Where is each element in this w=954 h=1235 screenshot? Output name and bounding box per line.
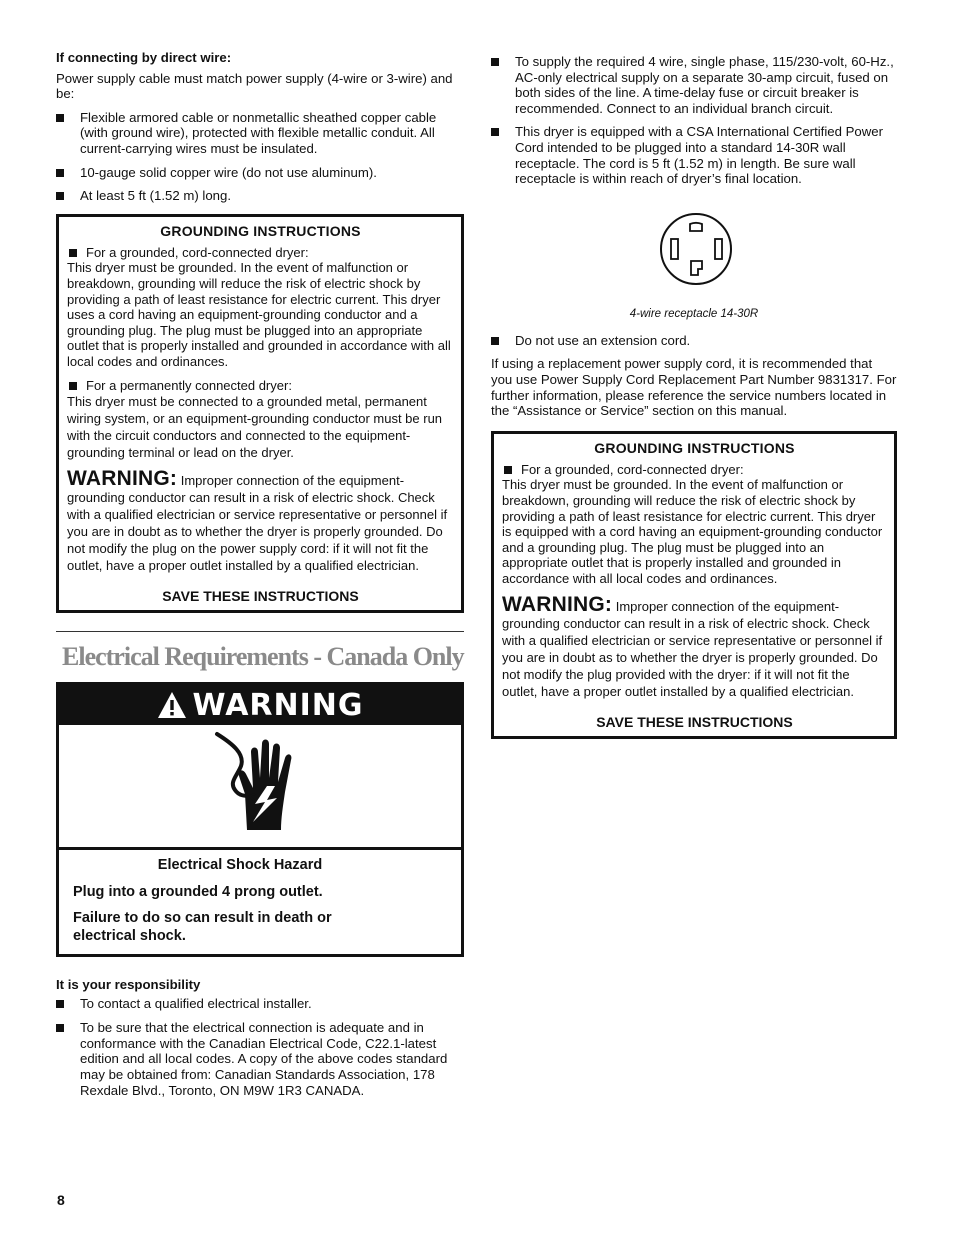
grounding-warning [67,467,454,574]
list-item: 10-gauge solid copper wire (do not use aluminum). [56,165,464,181]
direct-wire-heading: If connecting by direct wire: [56,50,232,65]
bullet-square-icon [56,192,64,200]
bullet-square-icon [69,382,77,390]
warning-image [59,725,461,850]
section-title: Electrical Requirements - Canada Only [62,642,464,672]
bullet-square-icon [491,128,499,136]
list-item: To be sure that the electrical connection is adequate and in conformance with the Canadian Electrical Code, C22.1-latest edition and all local codes. A copy of the above codes standard may be obtained from: Canadian Standards Association, 178 Rexdale Blvd., Toronto, ON M9W 1R3 CANADA. [56,1020,464,1098]
section-divider [56,631,464,632]
grounding-instructions-box [491,431,897,740]
replacement-paragraph: If using a replacement power supply cord, it is recommended that you use Power Supply Cord Replacement Part Number 9831317. For further information, please reference the service numbers located in the “Assistance or Service” section on this manual. [491,356,897,419]
warning-box [56,682,464,957]
grounding-title: GROUNDING INSTRUCTIONS [160,222,361,239]
grounding-text: This dryer must be grounded. In the event of malfunction or breakdown, grounding will reduce the risk of electric shock by providing a path of least resistance for electric current. This dryer uses a cord having an equipment-grounding conductor and a grounding plug. The plug must be plugged into an appropriate outlet that is properly installed and grounded in accordance with all local codes and ordinances. [67,260,451,369]
bullet-square-icon [56,1000,64,1008]
hazard-title: Electrical Shock Hazard [157,857,323,874]
grounding-title: GROUNDING INSTRUCTIONS [594,439,795,456]
list-item: Do not use an extension cord. [491,333,897,349]
save-instructions: SAVE THESE INSTRUCTIONS [162,588,359,605]
direct-wire-intro: Power supply cable must match power supply (4-wire or 3-wire) and be: [56,70,453,102]
page-number: 8 [57,1192,65,1208]
responsibility-heading: It is your responsibility [56,977,201,993]
warning-line: Plug into a grounded 4 prong outlet. [73,883,323,900]
grounding-text: This dryer must be connected to a grounded metal, permanent wiring system, or an equipment-grounding conductor must be run with the circuit conductors and connected to the equipment-grounding terminal or lead on the dryer. [67,394,443,461]
grounding-subheading: For a grounded, cord-connected dryer: [502,462,887,478]
warning-triangle-icon [156,690,188,720]
receptacle-figure [491,211,897,320]
bullet-square-icon [491,337,499,345]
list-item: To contact a qualified electrical installer. [56,996,464,1012]
grounding-subheading: For a grounded, cord-connected dryer: [67,245,454,261]
bullet-square-icon [56,169,64,177]
grounding-text: This dryer must be grounded. In the event of malfunction or breakdown, grounding will reduce the risk of electric shock by providing a path of least resistance for electric current. This dryer is equipped with a cord having an equipment-grounding conductor and a grounding plug. The plug must be plugged into an appropriate outlet that is properly installed and grounded in accordance with all local codes and ordinances. [502,477,883,586]
list-item: At least 5 ft (1.52 m) long. [56,188,464,204]
list-item: To supply the required 4 wire, single phase, 115/230-volt, 60-Hz., AC-only electrical supply on a separate 30-amp circuit, fused on both sides of the line. A time-delay fuse or circuit breaker is recommended. Connect to an individual branch circuit. [491,54,897,116]
right-column [491,50,897,739]
grounding-instructions-box [56,214,464,613]
warning-text: Improper connection of the equipment-grounding conductor can result in a risk of electric shock. Check with a qualified electrician or service representative or personnel if you are in doubt as to whether the dryer is properly grounded. Do not modify the plug on the power supply cord: if it will not fit the outlet, have a proper outlet installed by a qualified electrician. [67,473,448,574]
warning-label: WARNING: [67,467,178,491]
bullet-square-icon [491,58,499,66]
bullet-square-icon [69,249,77,257]
warning-label: WARNING: [502,593,613,617]
warning-body [59,850,461,954]
save-instructions: SAVE THESE INSTRUCTIONS [596,714,793,731]
list-item: Flexible armored cable or nonmetallic sheathed copper cable (with ground wire), protected with flexible metallic conduit. All current-carrying wires must be insulated. [56,110,464,157]
left-column [56,50,464,1098]
receptacle-14-30r-icon [656,211,736,287]
receptacle-caption: 4-wire receptacle 14-30R [629,307,759,320]
warning-line: Failure to do so can result in death or electrical shock. [73,910,332,944]
shock-hand-icon [205,730,315,842]
bullet-square-icon [56,114,64,122]
bullet-square-icon [504,466,512,474]
warning-header-text: WARNING [192,687,364,723]
list-item: This dryer is equipped with a CSA International Certified Power Cord intended to be plugged into a standard 14-30R wall receptacle. The cord is 5 ft (1.52 m) in length. Be sure wall receptacle is within reach of dryer’s final location. [491,124,897,186]
grounding-subheading: For a permanently connected dryer: [67,378,454,394]
bullet-square-icon [56,1024,64,1032]
warning-text: Improper connection of the equipment-grounding conductor can result in a risk of electric shock. Check with a qualified electrician or service representative or personnel if you are in doubt as to whether the dryer is properly grounded. Do not modify the plug provided with the dryer: if it will not fit the outlet, have a proper outlet installed by a qualified electrician. [502,599,883,700]
grounding-warning [502,593,887,700]
warning-header [59,685,461,725]
